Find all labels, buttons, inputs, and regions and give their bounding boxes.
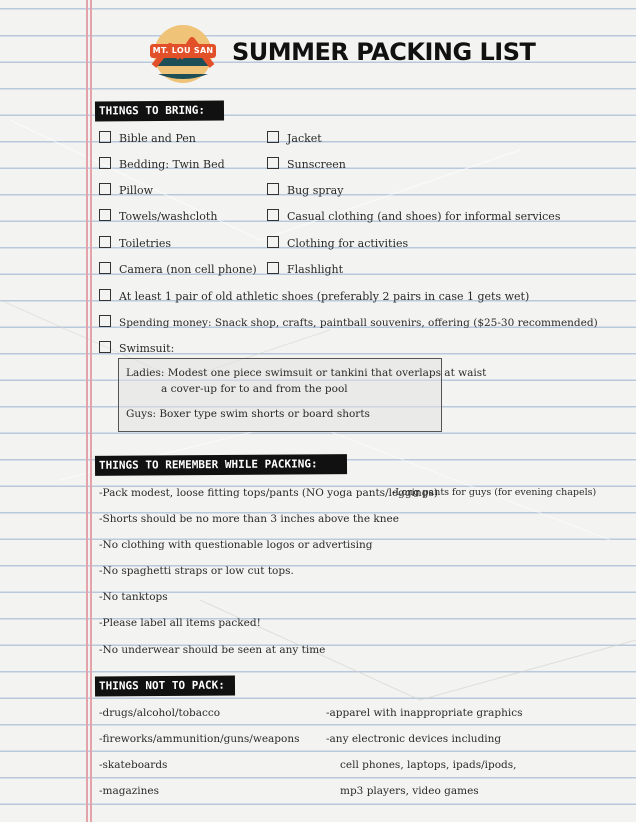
checkbox-item[interactable]: [267, 183, 343, 198]
checkbox[interactable]: [267, 157, 279, 169]
remember-item: -No tanktops: [99, 591, 168, 603]
checkbox[interactable]: [99, 262, 111, 274]
not-pack-item: -any electronic devices including: [326, 733, 502, 745]
checkbox[interactable]: [99, 341, 111, 353]
checkbox-label: Camera (non cell phone): [119, 263, 257, 276]
not-pack-item: -drugs/alcohol/tobacco: [99, 707, 221, 719]
not-pack-item: -skateboards: [99, 759, 168, 771]
checkbox-label: Sunscreen: [287, 158, 346, 171]
remember-item: -No underwear should be seen at any time: [99, 644, 326, 656]
checkbox-label: Toiletries: [119, 237, 172, 250]
checkbox[interactable]: [99, 209, 111, 221]
checkbox-label: At least 1 pair of old athletic shoes (preferably 2 pairs in case 1 gets wet): [119, 290, 530, 303]
checkbox-item[interactable]: [267, 131, 322, 146]
not-pack-item: -magazines: [99, 785, 160, 797]
checkbox-item[interactable]: [99, 341, 174, 356]
remember-item: -Pack modest, loose fitting tops/pants (NO yoga pants/leggings): [99, 487, 438, 499]
remember-side-note: -Long pants for guys (for evening chapels): [392, 487, 597, 498]
checkbox-item[interactable]: [267, 236, 408, 251]
not-pack-item-continued: cell phones, laptops, ipads/ipods,: [340, 759, 517, 771]
checkbox-item[interactable]: [267, 262, 343, 277]
checkbox[interactable]: [267, 183, 279, 195]
checkbox-label: Clothing for activities: [287, 237, 409, 250]
remember-item: -Shorts should be no more than 3 inches above the knee: [99, 513, 399, 525]
checkbox[interactable]: [267, 262, 279, 274]
remember-item: -No clothing with questionable logos or advertising: [99, 539, 373, 551]
margin-line-right: [90, 0, 92, 822]
ladies-line: Ladies: Modest one piece swimsuit or tankini that overlaps at waist: [126, 367, 487, 379]
checkbox[interactable]: [267, 131, 279, 143]
not-pack-item: -apparel with inappropriate graphics: [326, 707, 523, 719]
checkbox[interactable]: [99, 131, 111, 143]
checkbox[interactable]: [99, 289, 111, 301]
checkbox-label: Casual clothing (and shoes) for informal services: [287, 210, 561, 223]
bring-heading: THINGS TO BRING:: [95, 101, 224, 122]
checkbox-item[interactable]: [99, 262, 257, 277]
swimsuit-guidelines-box: [118, 358, 487, 432]
checkbox[interactable]: [99, 157, 111, 169]
checkbox-label: Bible and Pen: [119, 132, 196, 145]
checkbox-label: Swimsuit:: [119, 342, 175, 355]
guys-line: Guys: Boxer type swim shorts or board shorts: [126, 408, 370, 420]
remember-heading: THINGS TO REMEMBER WHILE PACKING:: [95, 454, 347, 476]
checkbox[interactable]: [99, 183, 111, 195]
checkbox-item[interactable]: [99, 183, 153, 198]
checkbox-item[interactable]: [99, 131, 196, 146]
checkbox-item[interactable]: [99, 157, 225, 172]
checkbox-item[interactable]: [99, 236, 171, 251]
logo-badge: MT. LOU SAN: [150, 44, 216, 58]
checkbox-item[interactable]: [267, 209, 560, 224]
not-pack-item-continued: mp3 players, video games: [340, 785, 479, 797]
checkbox[interactable]: [99, 236, 111, 248]
checkbox-label: Spending money: Snack shop, crafts, paintball souvenirs, offering ($25-30 recommended): [119, 317, 598, 329]
not-pack-item: -fireworks/ammunition/guns/weapons: [99, 733, 300, 745]
checkbox-label: Towels/washcloth: [119, 210, 218, 223]
margin-line-left: [86, 0, 88, 822]
checkbox-item[interactable]: [99, 289, 529, 304]
camp-logo: [148, 22, 218, 84]
checkbox[interactable]: [267, 209, 279, 221]
checkbox-label: Bedding: Twin Bed: [119, 158, 225, 171]
checkbox[interactable]: [99, 315, 111, 327]
ladies-line-continued: a cover-up for to and from the pool: [161, 383, 348, 395]
not-pack-heading: THINGS NOT TO PACK:: [95, 676, 235, 697]
checkbox-item[interactable]: [99, 315, 598, 330]
remember-item: -No spaghetti straps or low cut tops.: [99, 565, 294, 577]
checkbox-item[interactable]: [99, 209, 217, 224]
checkbox-label: Flashlight: [287, 263, 344, 276]
page-title: SUMMER PACKING LIST: [232, 38, 536, 66]
checkbox[interactable]: [267, 236, 279, 248]
checkbox-label: Jacket: [287, 132, 322, 145]
checkbox-label: Pillow: [119, 184, 153, 197]
checkbox-label: Bug spray: [287, 184, 344, 197]
remember-item: -Please label all items packed!: [99, 617, 261, 629]
checkbox-item[interactable]: [267, 157, 346, 172]
